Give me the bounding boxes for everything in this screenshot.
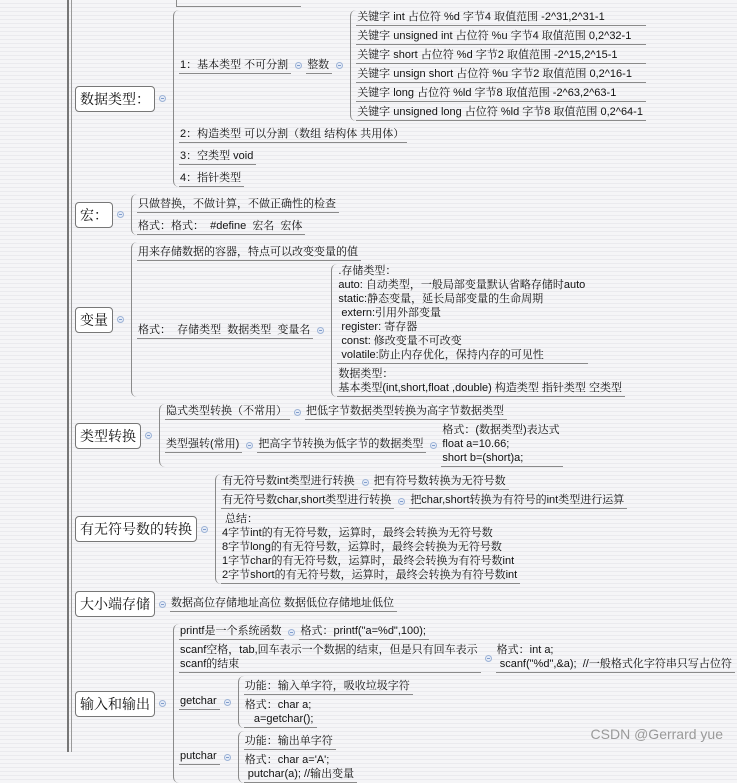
node-int-type[interactable]: 关键字 int 占位符 %d 字节4 取值范围 -2^31,2^31-1 <box>356 10 646 26</box>
node-getchar-function[interactable]: 功能：输入单字符，吸收垃圾字符 <box>244 679 413 695</box>
children <box>215 474 627 584</box>
branch-endianness <box>75 591 735 617</box>
children <box>173 624 735 783</box>
collapse-icon[interactable] <box>246 442 253 449</box>
node-signed-char[interactable]: 有无符号数char,short类型进行转换 <box>221 493 394 509</box>
node-implicit-cast[interactable]: 隐式类型转换（不常用） <box>165 404 290 420</box>
collapse-icon[interactable] <box>294 409 301 416</box>
branch-explicit <box>165 423 563 467</box>
branch-signed-int <box>221 474 627 490</box>
children <box>350 10 646 121</box>
node-endianness[interactable]: 大小端存储 <box>75 591 155 617</box>
node-implicit-desc[interactable]: 把低字节数据类型转换为高字节数据类型 <box>305 404 507 420</box>
node-signed-int-desc[interactable]: 把有符号数转换为无符号数 <box>373 474 509 490</box>
node-explicit-example[interactable]: 格式：(数据类型)表达式 float a=10.66; short b=(short)a; <box>441 423 562 467</box>
node-construct-type[interactable]: 2：构造类型 可以分割（数组 结构体 共用体） <box>179 127 407 143</box>
node-variable[interactable]: 变量 <box>75 307 113 333</box>
node-variable-desc[interactable]: 用来存储数据的容器，特点可以改变变量的值 <box>137 245 361 261</box>
collapse-icon[interactable] <box>430 442 437 449</box>
node-int-type[interactable]: 关键字 long 占位符 %ld 字节8 取值范围 -2^63,2^63-1 <box>356 86 646 102</box>
collapse-icon[interactable] <box>145 432 152 439</box>
node-putchar-format[interactable]: 格式：char a='A'; putchar(a); //输出变量 <box>244 753 357 783</box>
collapse-icon[interactable] <box>362 479 369 486</box>
children <box>159 404 563 467</box>
connector-line <box>176 0 301 7</box>
node-int-type[interactable]: 关键字 unsigned int 占位符 %u 字节4 取值范围 0,2^32-1 <box>356 29 646 45</box>
collapse-icon[interactable] <box>224 754 231 761</box>
node-printf-format[interactable]: 格式：printf("a=%d",100); <box>299 624 429 640</box>
branch-data-types <box>75 10 735 187</box>
node-basic-type[interactable]: 1：基本类型 不可分割 <box>179 58 291 74</box>
collapse-icon[interactable] <box>336 62 343 69</box>
collapse-icon[interactable] <box>159 601 166 608</box>
node-scanf[interactable]: scanf空格，tab,回车表示一个数据的结束，但是只有回车表示 scanf的结束 <box>179 643 481 673</box>
node-macro[interactable]: 宏： <box>75 202 113 228</box>
node-getchar-format[interactable]: 格式：char a; a=getchar(); <box>244 698 317 728</box>
branch-signed <box>75 474 735 584</box>
branch-variable-format <box>137 264 625 397</box>
branch-io <box>75 624 735 783</box>
collapse-icon[interactable] <box>317 327 324 334</box>
node-signed-summary[interactable]: 总结： 4字节int的有无符号数，运算时，最终会转换为无符号数 8字节long的有无符号数，运算时，最终会转换为无符号数 1字节char的有无符号数，运算时，最终会转换为有符号数int 2字节short的有无符号数，运算时，最终会转换为有符号数int <box>221 512 520 584</box>
node-scanf-format[interactable]: 格式：int a; scanf("%d",&a); //一般格式化字符串只写占位符 <box>496 643 735 673</box>
children <box>331 264 625 397</box>
node-data-types-list[interactable]: 数据类型： 基本类型(int,short,float ,double) 构造类型 指针类型 空类型 <box>337 367 625 397</box>
branch-implicit <box>165 404 563 420</box>
branch-signed-char <box>221 493 627 509</box>
collapse-icon[interactable] <box>201 526 208 533</box>
mind-map <box>75 10 735 783</box>
collapse-icon[interactable] <box>224 699 231 706</box>
node-io[interactable]: 输入和输出 <box>75 691 155 717</box>
trunk-line <box>67 0 69 752</box>
node-explicit-cast[interactable]: 类型强转(常用) <box>165 437 242 453</box>
collapse-icon[interactable] <box>295 62 302 69</box>
watermark: CSDN @Gerrard yue <box>590 726 723 742</box>
node-printf[interactable]: printf是一个系统函数 <box>179 624 284 640</box>
collapse-icon[interactable] <box>117 316 124 323</box>
branch-printf <box>179 624 735 640</box>
node-pointer-type[interactable]: 4：指针类型 <box>179 171 244 187</box>
node-data-types[interactable]: 数据类型： <box>75 86 155 112</box>
node-macro-format[interactable]: 格式：格式： #define 宏名 宏体 <box>137 219 305 235</box>
node-int-type[interactable]: 关键字 unsign short 占位符 %u 字节2 取值范围 0,2^16-1 <box>356 67 646 83</box>
collapse-icon[interactable] <box>117 211 124 218</box>
node-signed-int[interactable]: 有无符号数int类型进行转换 <box>221 474 358 490</box>
collapse-icon[interactable] <box>398 498 405 505</box>
node-storage-types[interactable]: .存储类型： auto: 自动类型，一般局部变量默认省略存储时auto static:静态变量，延长局部变量的生命周期 extern:引用外部变量 register: 寄存器 const: 修改变量不可改变 volatile:防止内存优化，保持内存的可见性 <box>337 264 588 364</box>
collapse-icon[interactable] <box>485 655 492 662</box>
children <box>238 676 413 728</box>
node-int-type[interactable]: 关键字 short 占位符 %d 字节2 取值范围 -2^15,2^15-1 <box>356 48 646 64</box>
node-signed-char-desc[interactable]: 把char,short转换为有符号的int类型进行运算 <box>409 493 627 509</box>
branch-basic-type <box>179 10 646 121</box>
node-integer[interactable]: 整数 <box>306 58 332 74</box>
branch-getchar <box>179 676 735 728</box>
trunk-line <box>71 0 72 752</box>
branch-macro <box>75 194 735 235</box>
collapse-icon[interactable] <box>288 629 295 636</box>
node-variable-format[interactable]: 格式： 存储类型 数据类型 变量名 <box>137 323 313 339</box>
node-endian-desc[interactable]: 数据高位存储地址高位 数据低位存储地址低位 <box>170 596 397 612</box>
branch-type-cast <box>75 404 735 467</box>
node-getchar[interactable]: getchar <box>179 694 220 710</box>
children <box>173 10 646 187</box>
node-type-cast[interactable]: 类型转换 <box>75 423 141 449</box>
node-void-type[interactable]: 3：空类型 void <box>179 149 256 165</box>
children <box>238 731 357 783</box>
collapse-icon[interactable] <box>159 700 166 707</box>
collapse-icon[interactable] <box>159 95 166 102</box>
branch-scanf <box>179 643 735 673</box>
node-putchar[interactable]: putchar <box>179 749 220 765</box>
node-macro-desc[interactable]: 只做替换，不做计算，不做正确性的检查 <box>137 197 339 213</box>
node-putchar-function[interactable]: 功能：输出单字符 <box>244 734 336 750</box>
node-int-type[interactable]: 关键字 unsigned long 占位符 %ld 字节8 取值范围 0,2^64-1 <box>356 105 646 121</box>
children <box>131 242 625 397</box>
node-explicit-desc[interactable]: 把高字节转换为低字节的数据类型 <box>257 437 426 453</box>
node-signed-conversion[interactable]: 有无符号数的转换 <box>75 516 197 542</box>
branch-variable <box>75 242 735 397</box>
children <box>131 194 339 235</box>
